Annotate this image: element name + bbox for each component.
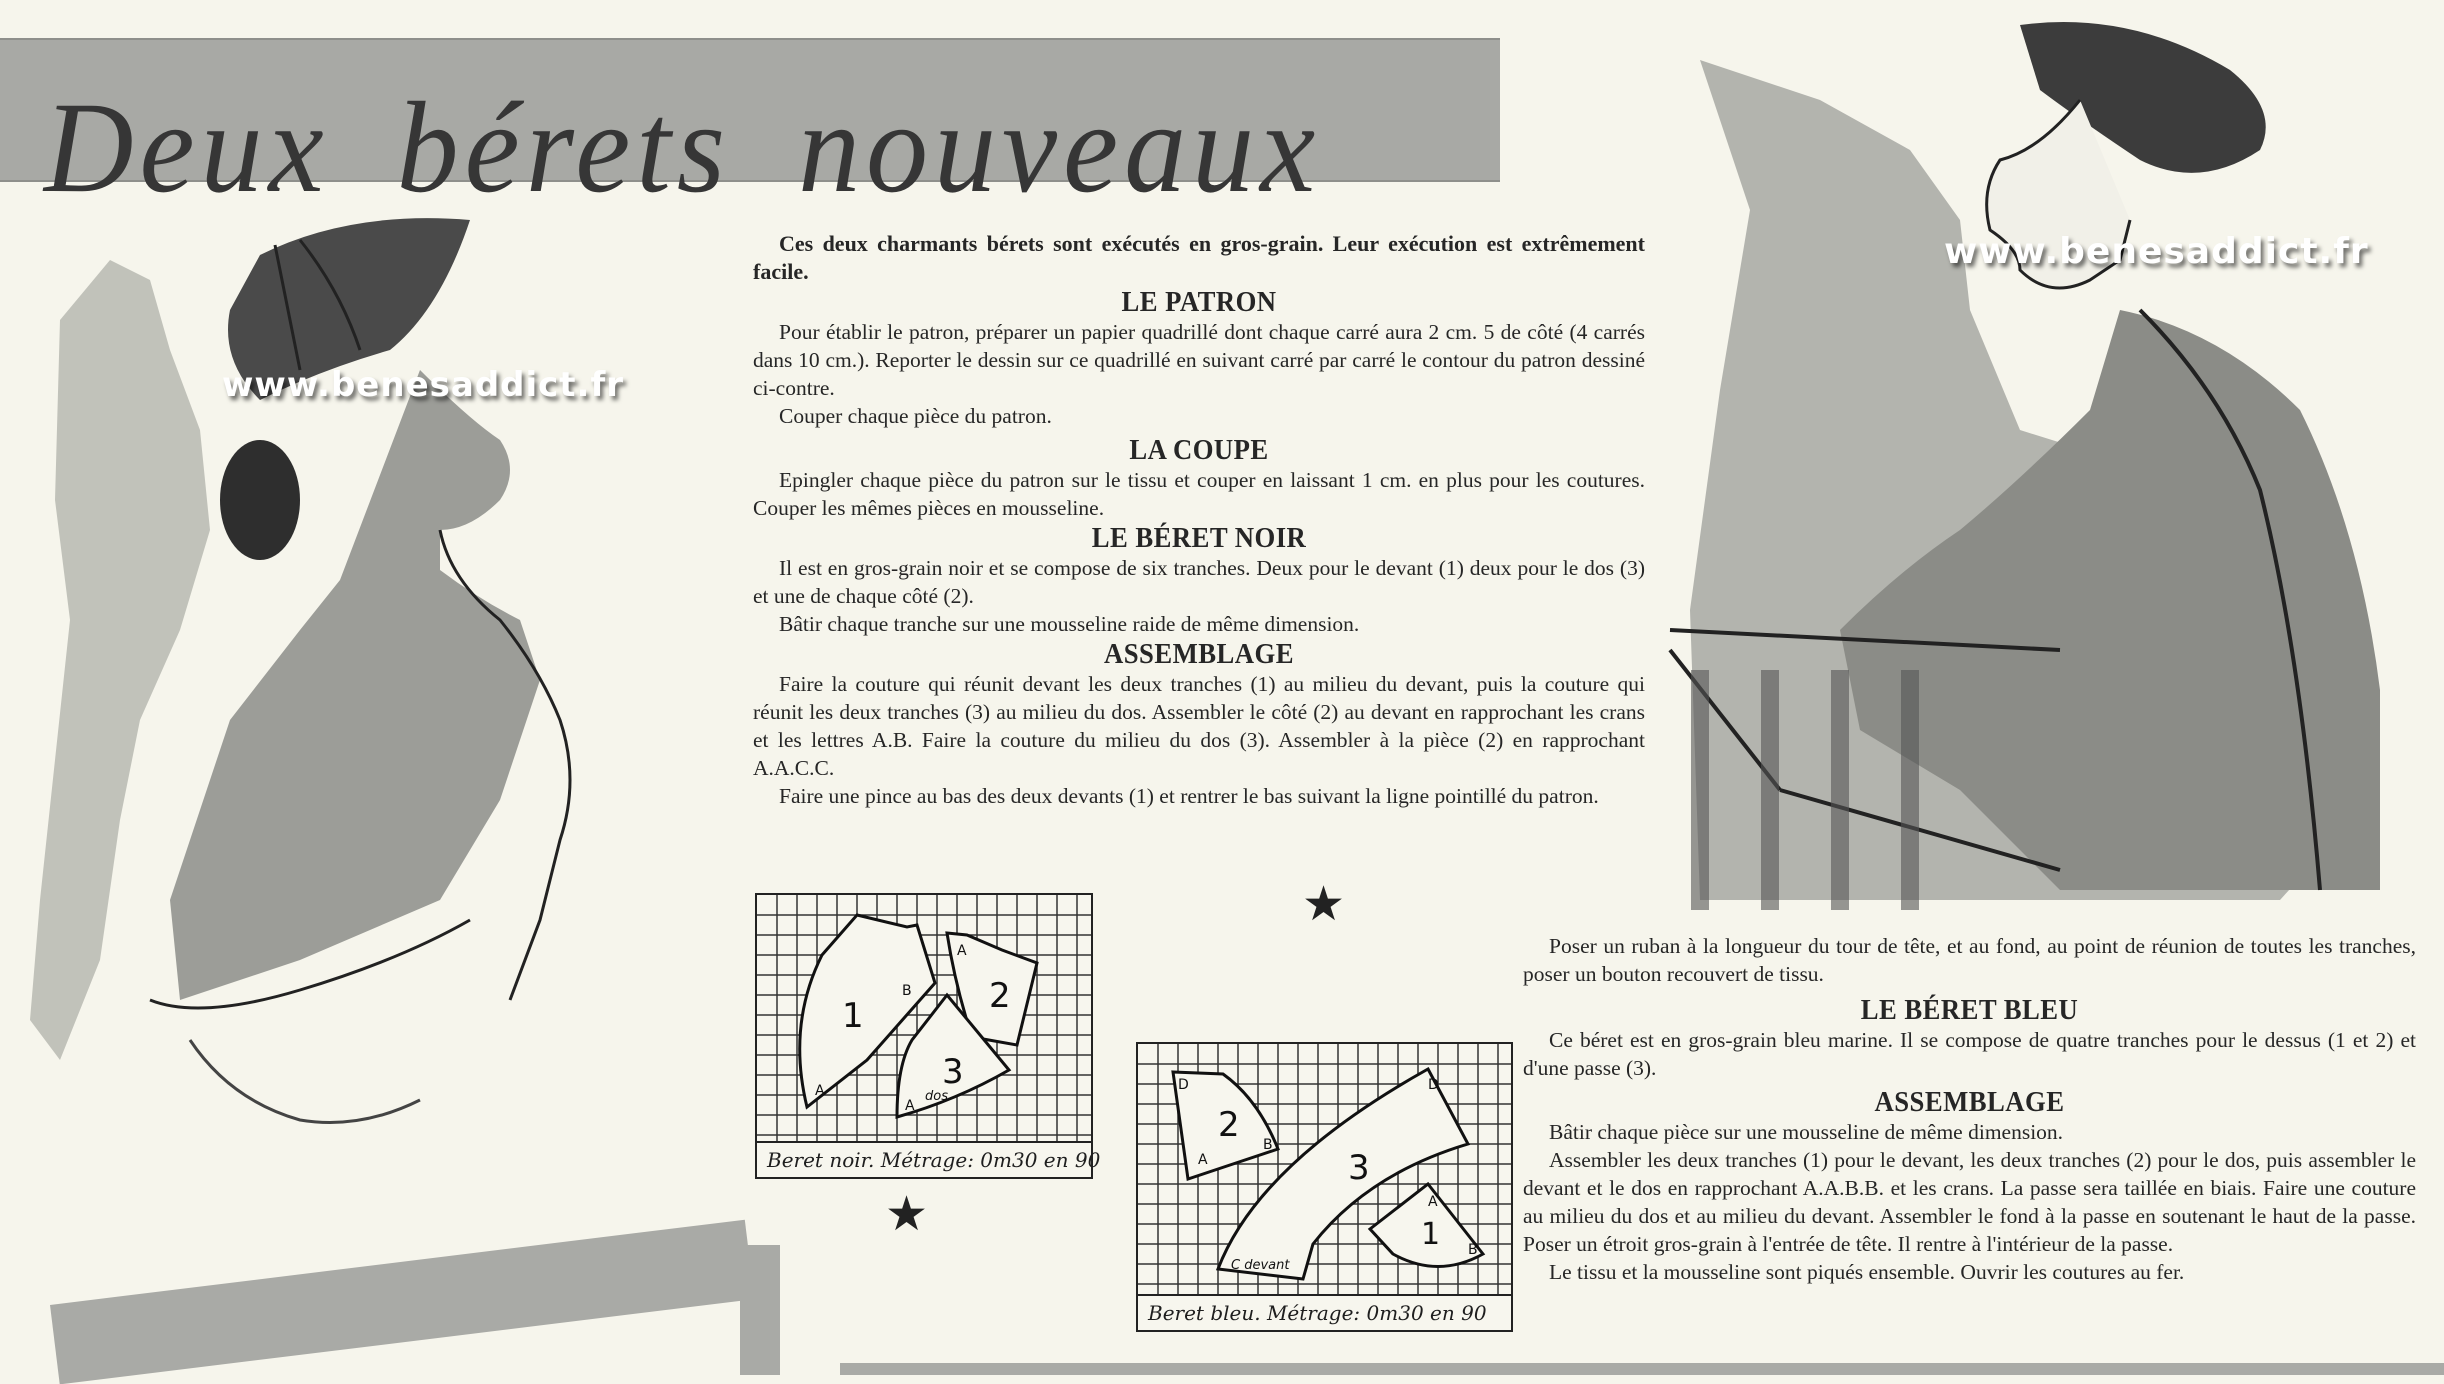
heading-le-patron: LE PATRON — [1121, 286, 1277, 318]
paragraph: Ce béret est en gros-grain bleu marine. Il se compose de quatre tranches pour le dessus (1 et 2) et d'une passe (3). — [1523, 1028, 2416, 1080]
paragraph: Faire la couture qui réunit devant les deux tranches (1) au milieu du devant, puis la couture qui réunit les deux tranches (3) au milieu du dos. Assembler le côté (2) au devant en rapprochant les crans et les lettres A.B. Faire la couture du milieu du dos (3). Assembler à la pièce (2) en rapprochant A.A.C.C. — [753, 672, 1645, 780]
svg-text:B: B — [1263, 1137, 1273, 1153]
heading-le-beret-bleu: LE BÉRET BLEU — [1860, 994, 2079, 1026]
svg-text:A: A — [1198, 1152, 1208, 1168]
right-column-text — [1523, 932, 2416, 1286]
center-column-text — [753, 230, 1645, 810]
star-ornament-icon: ★ — [1302, 876, 1346, 932]
svg-text:D: D — [1428, 1077, 1439, 1093]
paragraph: Assembler les deux tranches (1) pour le devant, les deux tranches (2) pour le dos, puis assembler le devant et le dos en rapprochant A.A.B.B. et les crans. La passe sera taillée en biais. Faire une couture au milieu du dos et au milieu du devant. Assembler le fond à la passe en soutenant le haut de la passe. Poser un étroit gros-grain à l'entrée de tête. Il rentre à l'intérieur de la passe. — [1523, 1148, 2416, 1256]
paragraph: Couper chaque pièce du patron. — [779, 404, 1052, 428]
paragraph: Poser un ruban à la longueur du tour de tête, et au fond, au point de réunion de toutes les tranches, poser un bouton recouvert de tissu. — [1523, 934, 2416, 986]
svg-text:B: B — [1468, 1242, 1478, 1258]
article-title: Deux bérets nouveaux — [44, 75, 1322, 220]
svg-text:C devant: C devant — [1231, 1258, 1290, 1273]
paragraph: Bâtir chaque tranche sur une mousseline raide de même dimension. — [779, 612, 1360, 636]
svg-text:A: A — [815, 1083, 825, 1099]
svg-text:3: 3 — [1348, 1148, 1370, 1188]
paragraph: Pour établir le patron, préparer un papier quadrillé dont chaque carré aura 2 cm. 5 de côté (4 carrés dans 10 cm.). Reporter le dessin sur ce quadrillé en suivant carré par carré le contour du patron dessiné ci-contre. — [753, 320, 1645, 400]
pattern-grid-noir — [757, 895, 1091, 1143]
intro-paragraph: Ces deux charmants bérets sont exécutés en gros-grain. Leur exécution est extrêmement facile. — [753, 231, 1645, 284]
svg-text:2: 2 — [1218, 1105, 1240, 1145]
star-ornament-icon: ★ — [885, 1186, 929, 1242]
watermark-right: www.benesaddict.fr — [1944, 231, 2369, 272]
heading-la-coupe: LA COUPE — [1129, 434, 1269, 466]
pattern-diagram-beret-bleu — [1136, 1042, 1513, 1332]
title-band — [0, 38, 1500, 220]
svg-text:dos: dos — [925, 1089, 948, 1104]
pattern-diagram-beret-noir — [755, 893, 1101, 1179]
decorative-band-bottom-center — [840, 1363, 2444, 1375]
paragraph: Epingler chaque pièce du patron sur le tissu et couper en laissant 1 cm. en plus pour les coutures. Couper les mêmes pièces en mousseline. — [753, 468, 1645, 520]
svg-text:1: 1 — [1421, 1217, 1441, 1252]
paragraph: Le tissu et la mousseline sont piqués ensemble. Ouvrir les coutures au fer. — [1549, 1260, 2185, 1284]
pattern-caption-bleu: Beret bleu. Métrage: 0m30 en 90 — [1138, 1294, 1511, 1330]
svg-text:2: 2 — [989, 976, 1011, 1016]
paragraph: Faire une pince au bas des deux devants (1) et rentrer le bas suivant la ligne pointillé du patron. — [779, 784, 1599, 808]
pattern-caption-noir: Beret noir. Métrage: 0m30 en 90 — [757, 1141, 1091, 1177]
paragraph: Bâtir chaque pièce sur une mousseline de même dimension. — [1549, 1120, 2064, 1144]
svg-text:A: A — [957, 943, 967, 959]
svg-text:A: A — [905, 1098, 915, 1114]
paragraph: Il est en gros-grain noir et se compose de six tranches. Deux pour le devant (1) deux pour le dos (3) et une de chaque côté (2). — [753, 556, 1645, 608]
decorative-band-corner — [740, 1245, 780, 1375]
svg-text:3: 3 — [942, 1052, 964, 1092]
illustration-woman-blue-beret — [1660, 10, 2444, 910]
illustration-woman-black-beret — [0, 200, 720, 1200]
pattern-grid-bleu — [1138, 1044, 1511, 1294]
svg-text:D: D — [1178, 1077, 1189, 1093]
watermark-left: www.benesaddict.fr — [222, 365, 625, 405]
svg-text:B: B — [902, 983, 912, 999]
svg-text:A: A — [1428, 1194, 1438, 1210]
heading-assemblage-bleu: ASSEMBLAGE — [1874, 1086, 2065, 1118]
decorative-band-bottom-left — [50, 1220, 755, 1384]
svg-text:1: 1 — [842, 996, 864, 1036]
heading-le-beret-noir: LE BÉRET NOIR — [1091, 522, 1307, 554]
heading-assemblage-noir: ASSEMBLAGE — [1104, 638, 1294, 670]
